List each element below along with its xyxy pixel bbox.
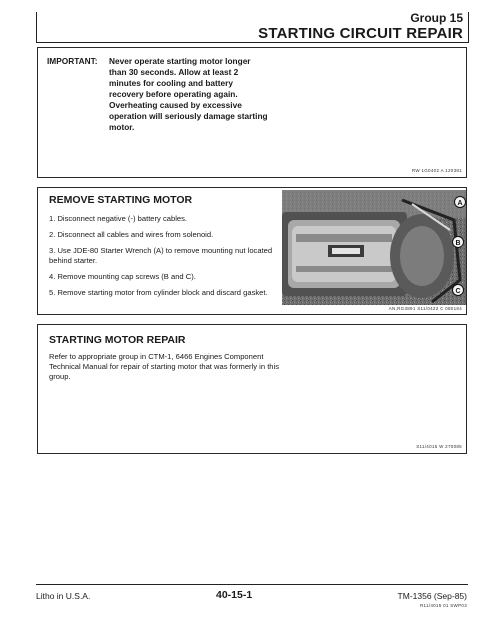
remove-starting-motor-section <box>37 187 467 315</box>
starting-motor-repair-section <box>37 324 467 454</box>
footer-litho: Litho in U.S.A. <box>36 591 91 601</box>
header-bottom-rule <box>36 42 468 43</box>
section-title-repair: STARTING MOTOR REPAIR <box>49 334 186 346</box>
important-label: IMPORTANT: <box>47 56 98 66</box>
important-ref: RW 1G0402 A 120381 <box>411 168 462 173</box>
starter-motor-photo <box>282 190 466 305</box>
remove-step-4: 4. Remove mounting cap screws (B and C). <box>49 272 196 281</box>
section-title-remove: REMOVE STARTING MOTOR <box>49 194 193 206</box>
remove-step-3: 3. Use JDE-80 Starter Wrench (A) to remove mounting nut located behind starter. <box>49 246 273 265</box>
photo-callout-c-label: C <box>455 288 461 295</box>
photo-callout-a-label: A <box>457 200 463 207</box>
footer-rule <box>36 584 468 585</box>
page-title: STARTING CIRCUIT REPAIR <box>258 25 463 42</box>
footer-code: R11/4015 01 SWP03 <box>419 603 467 608</box>
important-box <box>37 47 467 178</box>
remove-ref: AN,RG3891 S11/0422 C 080184 <box>388 306 462 311</box>
remove-step-5: 5. Remove starting motor from cylinder block and discard gasket. <box>49 288 268 297</box>
group-number: Group 15 <box>410 11 463 25</box>
remove-step-1: 1. Disconnect negative (-) battery cables. <box>49 214 188 223</box>
repair-ref: S11/4015 W 270085 <box>416 444 462 449</box>
important-text: Never operate starting motor longer than 30 seconds. Allow at least 2 minutes for cooling and battery recovery before operating again. Overheating caused by excessive operation will seriously damage starting motor. <box>109 56 268 132</box>
header-right-rule <box>468 12 469 43</box>
remove-step-2: 2. Disconnect all cables and wires from solenoid. <box>49 230 214 239</box>
photo-callout-b-label: B <box>455 240 461 247</box>
manual-id: TM-1356 (Sep-85) <box>397 591 467 601</box>
header-left-rule <box>36 12 37 42</box>
repair-text: Refer to appropriate group in CTM-1, 6466 Engines Component Technical Manual for repair of starting motor that was formerly in this group. <box>49 352 280 381</box>
page-number: 40-15-1 <box>216 589 253 601</box>
